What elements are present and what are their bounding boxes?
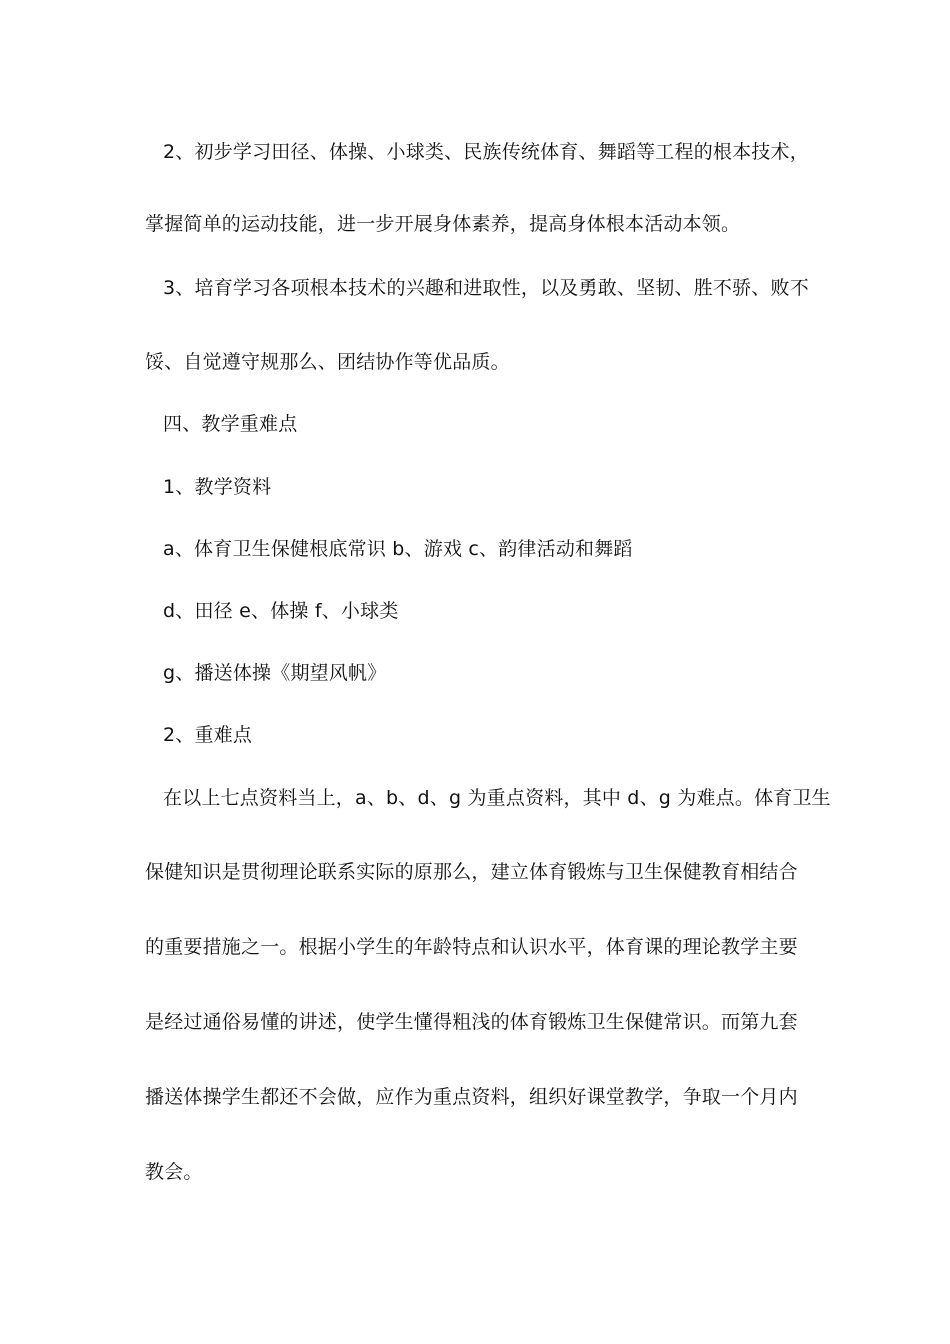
subsection-heading: 2、重难点 [163, 724, 253, 746]
paragraph-line: 播送体操学生都还不会做，应作为重点资料，组织好课堂教学，争取一个月内 [145, 1086, 798, 1108]
paragraph-line: 在以上七点资料当上，a、b、d、g 为重点资料，其中 d、g 为难点。体育卫生 [163, 787, 831, 809]
section-heading: 四、教学重难点 [163, 413, 298, 435]
paragraph-line: 馁、自觉遵守规那么、团结协作等优品质。 [145, 351, 510, 373]
paragraph-line: 的重要措施之一。根据小学生的年龄特点和认识水平，体育课的理论教学主要 [145, 936, 798, 958]
paragraph-line: 2、初步学习田径、体操、小球类、民族传统体育、舞蹈等工程的根本技术， [163, 141, 809, 163]
subsection-heading: 1、教学资料 [163, 476, 272, 498]
paragraph-line: 是经过通俗易懂的讲述，使学生懂得粗浅的体育锻炼卫生保健常识。而第九套 [145, 1011, 798, 1033]
paragraph-line: 掌握简单的运动技能，进一步开展身体素养，提高身体根本活动本领。 [145, 213, 741, 235]
paragraph-line: 3、培育学习各项根本技术的兴趣和进取性，以及勇敢、坚韧、胜不骄、败不 [163, 277, 809, 299]
list-item: d、田径 e、体操 f、小球类 [163, 600, 399, 622]
list-item: g、播送体操《期望风帆》 [163, 662, 387, 684]
paragraph-line: 保健知识是贯彻理论联系实际的原那么，建立体育锻炼与卫生保健教育相结合 [145, 861, 798, 883]
list-item: a、体育卫生保健根底常识 b、游戏 c、韵律活动和舞蹈 [163, 538, 633, 560]
paragraph-line: 教会。 [145, 1161, 203, 1183]
